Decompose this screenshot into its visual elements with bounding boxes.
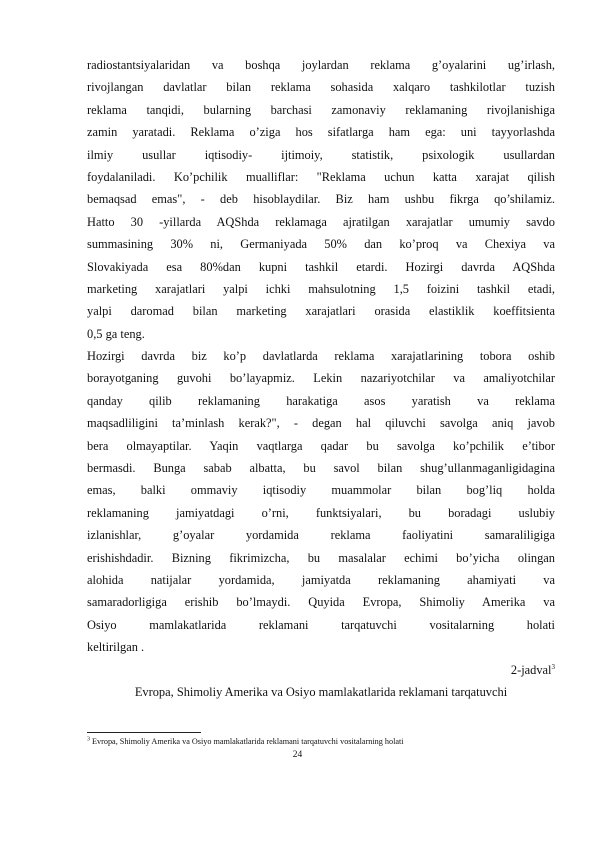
table-label: 2-jadval$^3$ (510, 662, 555, 677)
paragraph-2-line: bermasdi. Bunga sabab albatta, bu savol bilan shug’ullanmaganligidagina (87, 461, 555, 476)
paragraph-2-line: keltirilgan . (87, 640, 145, 655)
paragraph-1-line: 0,5 ga teng. (87, 326, 145, 341)
paragraph-2-line: alohida natijalar yordamida, jamiyatda reklamaning ahamiyati va (87, 572, 555, 587)
paragraph-1-line: yalpi daromad bilan marketing xarajatlari orasida elastiklik koeffitsienta (87, 304, 555, 319)
paragraph-2-line: maqsadliligini ta’minlash kerak?", - degan hal qiluvchi savolga aniq javob (87, 416, 555, 431)
footnote-mark: 3 (87, 736, 90, 743)
paragraph-1-line: Hatto 30 -yillarda AQShda reklamaga ajratilgan xarajatlar umumiy savdo (87, 214, 555, 229)
paragraph-1-line: zamin yaratadi. Reklama o’ziga hos sifatlarga ham ega: uni tayyorlashda (87, 125, 555, 140)
paragraph-1-line: reklama tanqidi, bularning barchasi zamonaviy reklamaning rivojlanishiga (87, 102, 555, 117)
paragraph-2-line: emas, balki ommaviy iqtisodiy muammolar bilan bog’liq holda (87, 483, 555, 498)
paragraph-1-line: summasining 30% ni, Germaniyada 50% dan ko’proq va Chexiya va (87, 237, 555, 252)
paragraph-1-line: foydalaniladi. Ko’pchilik mualliflar: "Reklama uchun katta xarajat qilish (87, 169, 555, 184)
paragraph-2-line: Osiyo mamlakatlarida reklamani tarqatuvchi vositalarning holati (87, 617, 555, 632)
paragraph-2-line: reklamaning jamiyatdagi o’rni, funktsiyalari, bu boradagi uslubiy (87, 505, 555, 520)
paragraph-1-line: radiostantsiyalaridan va boshqa joylardan reklama g’oyalarini ug’irlash, (87, 58, 555, 72)
paragraph-2 (87, 345, 555, 658)
paragraph-2-line: izlanishlar, g’oyalar yordamida reklama faoliyatini samaraliligiga (87, 528, 555, 543)
paragraph-2-line: bera olmayaptilar. Yaqin vaqtlarga qadar bu savolga ko’pchilik e’tibor (87, 438, 555, 453)
paragraph-2-line: qanday qilib reklamaning harakatiga asos yaratish va reklama (87, 393, 555, 408)
document-page (87, 54, 555, 703)
paragraph-1 (87, 54, 555, 345)
paragraph-2-line: samaradorligiga erishib bo’lmaydi. Quyida Evropa, Shimoliy Amerika va (87, 595, 555, 610)
paragraph-1-line: Slovakiyada esa 80%dan kupni tashkil etardi. Hozirgi davrda AQShda (87, 259, 555, 274)
paragraph-2-line: borayotganing guvohi bo’layapmiz. Lekin nazariyotchilar va amaliyotchilar (87, 371, 555, 386)
paragraph-1-line: rivojlangan davlatlar bilan reklama sohasida xalqaro tashkilotlar tuzish (87, 80, 555, 95)
paragraph-1-line: ilmiy usullar iqtisodiy- ijtimoiy, statistik, psixologik usullardan (87, 147, 555, 162)
footnote (87, 737, 557, 746)
footnote-separator (87, 732, 201, 733)
footnote-text: Evropa, Shimoliy Amerika va Osiyo mamlakatlarida reklamani tarqatuvchi vositalarning holati (92, 737, 404, 746)
footnote-reference[interactable]: 3 (551, 662, 555, 671)
paragraph-1-line: marketing xarajatlari yalpi ichki mahsulotning 1,5 foizini tashkil etadi, (87, 281, 555, 296)
paragraph-2-line: Hozirgi davrda biz ko’p davlatlarda reklama xarajatlarining tobora oshib (87, 349, 555, 364)
page-number: 24 (292, 750, 303, 760)
table-title: Evropa, Shimoliy Amerika va Osiyo mamlakatlarida reklamani tarqatuvchi (134, 684, 508, 699)
paragraph-1-line: bemaqsad emas", - deb hisoblaydilar. Biz ham ushbu fikrga qo’shilamiz. (87, 192, 555, 207)
paragraph-2-line: erishishdadir. Bizning fikrimizcha, bu masalalar echimi bo’yicha olingan (87, 550, 555, 565)
